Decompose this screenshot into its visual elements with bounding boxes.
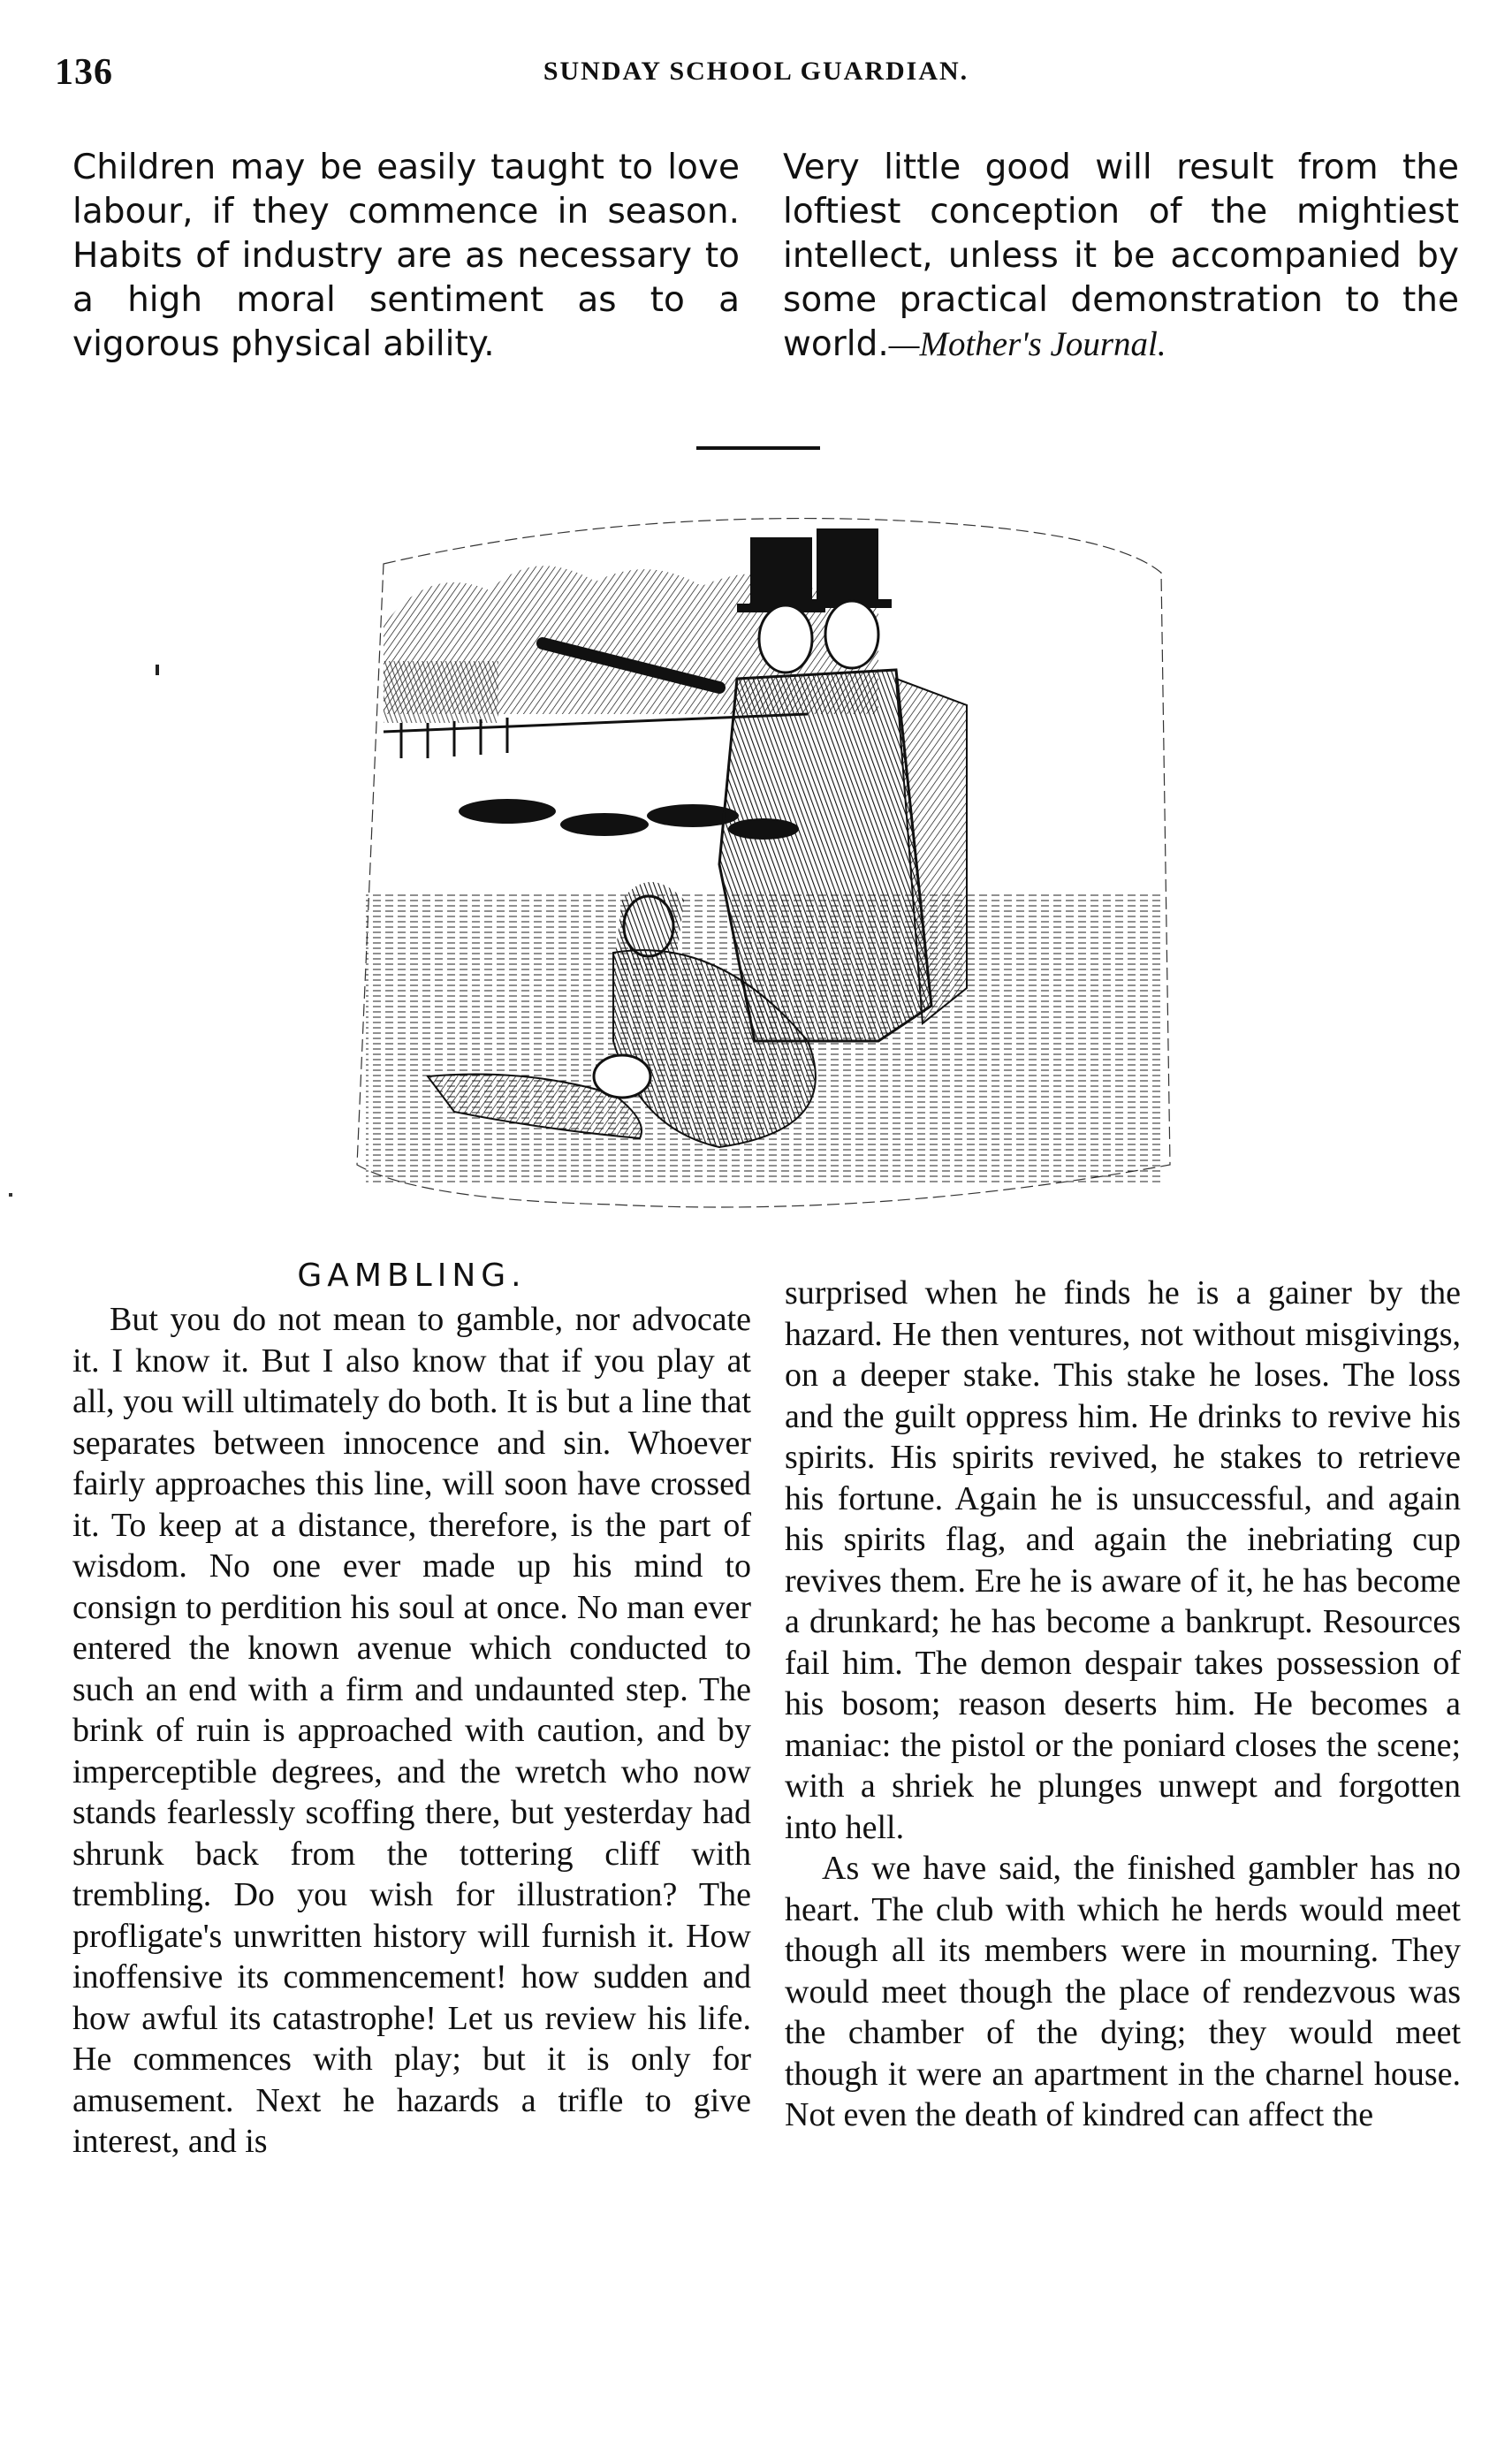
- article-heading: GAMBLING.: [297, 1258, 527, 1294]
- top-right-column: [783, 146, 1459, 367]
- intellect-paragraph: [783, 146, 1459, 367]
- gambling-paragraph-1: But you do not mean to gamble, nor advocate it. I know it. But I also know that if you play at all, you will ultimately do both. It is but a line that separates between innocence and sin. Whoever fairly approaches this line, will soon have crossed it. To keep at a distance, therefore, is the part of wisdom. No one ever made up his mind to consign to perdition his soul at once. No man ever entered the known avenue which conducted to such an end with a firm and undaunted step. The brink of ruin is approached with caution, and by imperceptible degrees, and the wretch who now stands fearlessly scoffing there, but yesterday had shrunk back from the tottering cliff with trembling. Do you wish for illustration? The profligate's unwritten history will furnish it. How inoffensive its commencement! how sudden and how awful its catastrophe! Let us review his life. He commences with play; but it is only for amusement. Next he hazards a trifle to give interest, and is: [72, 1301, 751, 2160]
- page-number: 136: [55, 52, 113, 93]
- labour-paragraph: Children may be easily taught to love labour, if they commence in season. Habits of industry are as necessary to a high moral sentiment as to a vigorous physical ability.: [72, 148, 740, 364]
- gambling-paragraph-continued: surprised when he finds he is a gainer by the hazard. He then ventures, not without misgivings, on a deeper stake. This stake he loses. The loss and the guilt oppress him. He drinks to revive his spirits. His spirits revived, he stakes to retrieve his fortune. Again he is unsuccessful, and again his spirits flag, and again the inebriating cup revives them. Ere he is aware of it, he has become a drunkard; he has become a bankrupt. Resources fail him. The demon despair takes possession of his bosom; reason deserts him. He becomes a maniac: the pistol or the poniard closes the scene; with a shriek he plunges unwept and forgotten into hell.: [785, 1274, 1461, 1846]
- stray-dot: [9, 1193, 12, 1197]
- racecourse-engraving: [348, 511, 1183, 1213]
- stray-mark: [156, 665, 159, 675]
- article-right-column: [785, 1273, 1461, 2136]
- mothers-journal-attribution: —Mother's Journal.: [888, 325, 1166, 363]
- gambling-paragraph-2: As we have said, the finished gambler has no heart. The club with which he herds would meet though all its members were in mourning. They would meet though the place of rendezvous was the chamber of the dying; they would meet though it were an apartment in the charnel house. Not even the death of kindred can affect the: [785, 1850, 1461, 2133]
- top-left-column: [72, 146, 740, 367]
- intellect-text: Very little good will result from the loftiest conception of the mightiest intellect, unless it be accompanied by some practical demonstration to the world.: [783, 148, 1459, 364]
- grandstand: [384, 661, 498, 723]
- running-title: SUNDAY SCHOOL GUARDIAN.: [543, 57, 969, 86]
- article-left-column: [72, 1253, 751, 2163]
- section-divider: [696, 446, 820, 450]
